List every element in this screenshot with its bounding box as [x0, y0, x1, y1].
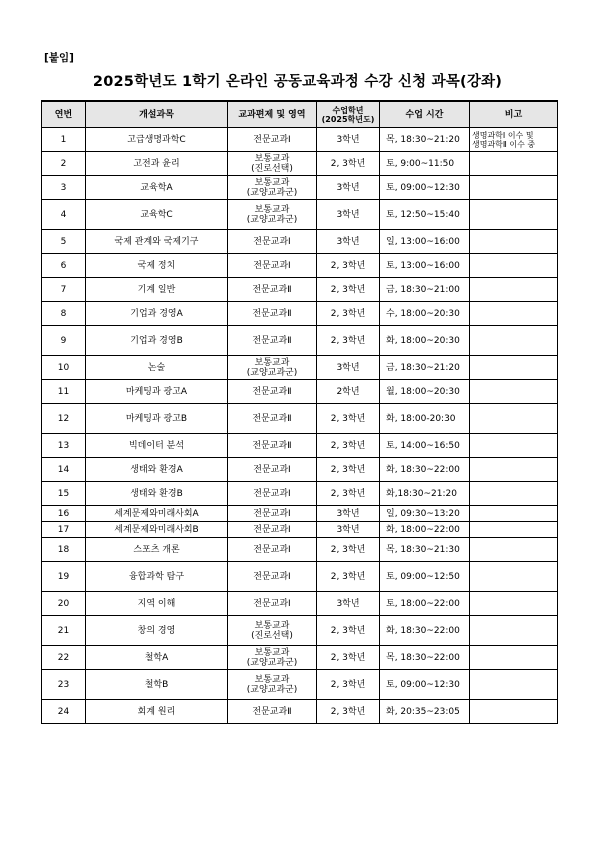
course-category: 전문교과Ⅱ — [228, 700, 317, 724]
course-schedule: 목, 18:30~21:30 — [380, 538, 470, 562]
course-note — [470, 128, 558, 152]
course-category: 전문교과Ⅰ — [228, 254, 317, 278]
course-name: 철학B — [86, 670, 228, 700]
header-grade-line2: (2025학년도) — [321, 114, 375, 124]
course-name: 마케팅과 광고A — [86, 380, 228, 404]
course-name: 지역 이해 — [86, 592, 228, 616]
course-grade: 2, 3학년 — [317, 254, 380, 278]
document-title: 2025학년도 1학기 온라인 공동교육과정 수강 신청 과목(강좌) — [92, 74, 503, 90]
course-note — [470, 404, 558, 434]
course-note — [470, 538, 558, 562]
table-row — [42, 506, 558, 522]
course-grade: 3학년 — [317, 356, 380, 380]
category-line1: 보통교과 — [254, 204, 290, 215]
course-category — [228, 356, 317, 380]
row-number: 10 — [42, 356, 86, 380]
course-schedule: 화, 18:30~22:00 — [380, 458, 470, 482]
course-schedule: 금, 18:30~21:00 — [380, 278, 470, 302]
course-name: 생태와 환경A — [86, 458, 228, 482]
header-no: 연번 — [42, 101, 86, 128]
table-row — [42, 152, 558, 176]
course-category — [228, 176, 317, 200]
row-number: 11 — [42, 380, 86, 404]
row-number: 14 — [42, 458, 86, 482]
table-row — [42, 326, 558, 356]
category-line1: 보통교과 — [254, 647, 290, 658]
course-grade: 3학년 — [317, 230, 380, 254]
course-grade: 2, 3학년 — [317, 482, 380, 506]
course-category — [228, 646, 317, 670]
course-name: 국제 관계와 국제기구 — [86, 230, 228, 254]
note-line1: 생명과학Ⅰ 이수 및 — [472, 130, 534, 140]
course-grade: 3학년 — [317, 128, 380, 152]
course-note — [470, 506, 558, 522]
row-number: 4 — [42, 200, 86, 230]
course-schedule: 수, 18:00~20:30 — [380, 302, 470, 326]
course-schedule: 일, 09:30~13:20 — [380, 506, 470, 522]
course-grade: 2, 3학년 — [317, 152, 380, 176]
course-category: 전문교과Ⅰ — [228, 230, 317, 254]
row-number: 24 — [42, 700, 86, 724]
table-row — [42, 538, 558, 562]
course-note — [470, 200, 558, 230]
course-name: 기업과 경영B — [86, 326, 228, 356]
table-row — [42, 254, 558, 278]
header-category: 교과편제 및 영역 — [228, 101, 317, 128]
table-row — [42, 200, 558, 230]
row-number: 16 — [42, 506, 86, 522]
course-schedule: 토, 13:00~16:00 — [380, 254, 470, 278]
course-schedule: 금, 18:30~21:20 — [380, 356, 470, 380]
course-grade: 3학년 — [317, 200, 380, 230]
course-note — [470, 616, 558, 646]
course-grade: 2, 3학년 — [317, 616, 380, 646]
note-line2: 생명과학Ⅱ 이수 중 — [472, 139, 536, 149]
course-grade: 2학년 — [317, 380, 380, 404]
course-name: 교육학C — [86, 200, 228, 230]
header-course: 개설과목 — [86, 101, 228, 128]
course-name: 교육학A — [86, 176, 228, 200]
course-note — [470, 176, 558, 200]
course-schedule: 화, 18:00~20:30 — [380, 326, 470, 356]
course-category: 전문교과Ⅱ — [228, 380, 317, 404]
table-row — [42, 482, 558, 506]
course-schedule: 화, 18:00~22:00 — [380, 522, 470, 538]
course-schedule: 토, 12:50~15:40 — [380, 200, 470, 230]
course-name: 철학A — [86, 646, 228, 670]
course-name: 창의 경영 — [86, 616, 228, 646]
course-note — [470, 380, 558, 404]
row-number: 17 — [42, 522, 86, 538]
course-schedule: 토, 09:00~12:30 — [380, 176, 470, 200]
course-name: 세계문제와미래사회A — [86, 506, 228, 522]
table-row — [42, 404, 558, 434]
course-note — [470, 434, 558, 458]
course-name: 융합과학 탐구 — [86, 562, 228, 592]
course-note — [470, 230, 558, 254]
course-grade: 2, 3학년 — [317, 326, 380, 356]
course-grade: 2, 3학년 — [317, 278, 380, 302]
table-row — [42, 380, 558, 404]
row-number: 9 — [42, 326, 86, 356]
course-grade: 2, 3학년 — [317, 302, 380, 326]
course-schedule: 토, 09:00~12:30 — [380, 670, 470, 700]
course-schedule: 화, 20:35~23:05 — [380, 700, 470, 724]
course-grade: 2, 3학년 — [317, 646, 380, 670]
course-category: 전문교과Ⅱ — [228, 434, 317, 458]
course-note — [470, 254, 558, 278]
course-category: 전문교과Ⅰ — [228, 506, 317, 522]
course-name: 회계 원리 — [86, 700, 228, 724]
course-name: 논술 — [86, 356, 228, 380]
row-number: 13 — [42, 434, 86, 458]
course-grade: 3학년 — [317, 176, 380, 200]
category-line1: 보통교과 — [254, 674, 290, 685]
course-name: 고전과 윤리 — [86, 152, 228, 176]
row-number: 12 — [42, 404, 86, 434]
course-note — [470, 646, 558, 670]
table-row — [42, 522, 558, 538]
category-line1: 보통교과 — [254, 153, 290, 164]
category-line2: (진로선택) — [251, 163, 293, 174]
course-note — [470, 152, 558, 176]
table-row — [42, 230, 558, 254]
course-note — [470, 700, 558, 724]
row-number: 3 — [42, 176, 86, 200]
row-number: 2 — [42, 152, 86, 176]
category-line2: (교양교과군) — [246, 367, 298, 378]
course-category — [228, 670, 317, 700]
course-category: 전문교과Ⅰ — [228, 538, 317, 562]
course-category: 전문교과Ⅱ — [228, 404, 317, 434]
course-schedule: 토, 09:00~12:50 — [380, 562, 470, 592]
course-category: 전문교과Ⅱ — [228, 326, 317, 356]
course-grade: 2, 3학년 — [317, 700, 380, 724]
course-category — [228, 200, 317, 230]
category-line2: (교양교과군) — [246, 684, 298, 695]
row-number: 23 — [42, 670, 86, 700]
course-category — [228, 616, 317, 646]
table-row — [42, 592, 558, 616]
course-name: 생태와 환경B — [86, 482, 228, 506]
course-grade: 2, 3학년 — [317, 404, 380, 434]
course-schedule: 토, 18:00~22:00 — [380, 592, 470, 616]
course-schedule: 토, 9:00~11:50 — [380, 152, 470, 176]
course-category: 전문교과Ⅱ — [228, 302, 317, 326]
row-number: 15 — [42, 482, 86, 506]
course-name: 마케팅과 광고B — [86, 404, 228, 434]
category-line1: 보통교과 — [254, 357, 290, 368]
course-note — [470, 592, 558, 616]
row-number: 21 — [42, 616, 86, 646]
course-note — [470, 458, 558, 482]
course-grade: 2, 3학년 — [317, 562, 380, 592]
table-row — [42, 356, 558, 380]
course-table — [41, 100, 558, 724]
table-row — [42, 562, 558, 592]
course-schedule: 월, 18:00~20:30 — [380, 380, 470, 404]
course-note — [470, 670, 558, 700]
course-schedule: 화, 18:30~22:00 — [380, 616, 470, 646]
course-name: 기계 일반 — [86, 278, 228, 302]
course-category — [228, 152, 317, 176]
course-name: 세계문제와미래사회B — [86, 522, 228, 538]
table-row — [42, 434, 558, 458]
table-row — [42, 458, 558, 482]
table-row — [42, 646, 558, 670]
course-schedule: 토, 14:00~16:50 — [380, 434, 470, 458]
course-note — [470, 326, 558, 356]
header-note: 비고 — [470, 101, 558, 128]
row-number: 5 — [42, 230, 86, 254]
course-schedule: 목, 18:30~22:00 — [380, 646, 470, 670]
course-note — [470, 278, 558, 302]
row-number: 7 — [42, 278, 86, 302]
course-schedule: 목, 18:30~21:20 — [380, 128, 470, 152]
table-row — [42, 302, 558, 326]
course-schedule: 일, 13:00~16:00 — [380, 230, 470, 254]
category-line2: (진로선택) — [251, 630, 293, 641]
course-category: 전문교과Ⅱ — [228, 278, 317, 302]
table-body — [42, 128, 558, 724]
course-category: 전문교과Ⅰ — [228, 128, 317, 152]
header-grade-line1: 수업학년 — [332, 105, 364, 115]
row-number: 6 — [42, 254, 86, 278]
category-line2: (교양교과군) — [246, 657, 298, 668]
course-grade: 2, 3학년 — [317, 670, 380, 700]
attachment-label: [붙임] — [44, 52, 74, 64]
course-note — [470, 522, 558, 538]
category-line2: (교양교과군) — [246, 214, 298, 225]
course-name: 고급생명과학C — [86, 128, 228, 152]
table-row — [42, 700, 558, 724]
course-schedule: 화,18:30~21:20 — [380, 482, 470, 506]
course-note — [470, 356, 558, 380]
course-note — [470, 562, 558, 592]
row-number: 18 — [42, 538, 86, 562]
category-line1: 보통교과 — [254, 620, 290, 631]
course-schedule: 화, 18:00-20:30 — [380, 404, 470, 434]
course-name: 빅데이터 분석 — [86, 434, 228, 458]
course-category: 전문교과Ⅰ — [228, 458, 317, 482]
category-line2: (교양교과군) — [246, 187, 298, 198]
row-number: 20 — [42, 592, 86, 616]
course-note — [470, 302, 558, 326]
course-grade: 3학년 — [317, 592, 380, 616]
header-grade — [317, 101, 380, 128]
course-name: 기업과 경영A — [86, 302, 228, 326]
table-row — [42, 278, 558, 302]
course-category: 전문교과Ⅰ — [228, 592, 317, 616]
course-grade: 3학년 — [317, 506, 380, 522]
table-row — [42, 616, 558, 646]
table-row — [42, 176, 558, 200]
course-grade: 2, 3학년 — [317, 538, 380, 562]
course-grade: 2, 3학년 — [317, 458, 380, 482]
table-row — [42, 670, 558, 700]
row-number: 1 — [42, 128, 86, 152]
category-line1: 보통교과 — [254, 177, 290, 188]
course-name: 스포츠 개론 — [86, 538, 228, 562]
course-note — [470, 482, 558, 506]
table-header-row — [42, 101, 558, 128]
row-number: 19 — [42, 562, 86, 592]
course-category: 전문교과Ⅰ — [228, 562, 317, 592]
row-number: 8 — [42, 302, 86, 326]
row-number: 22 — [42, 646, 86, 670]
table-row — [42, 128, 558, 152]
course-grade: 2, 3학년 — [317, 434, 380, 458]
course-category: 전문교과Ⅰ — [228, 522, 317, 538]
course-grade: 3학년 — [317, 522, 380, 538]
course-name: 국제 정치 — [86, 254, 228, 278]
header-schedule: 수업 시간 — [380, 101, 470, 128]
course-category: 전문교과Ⅰ — [228, 482, 317, 506]
